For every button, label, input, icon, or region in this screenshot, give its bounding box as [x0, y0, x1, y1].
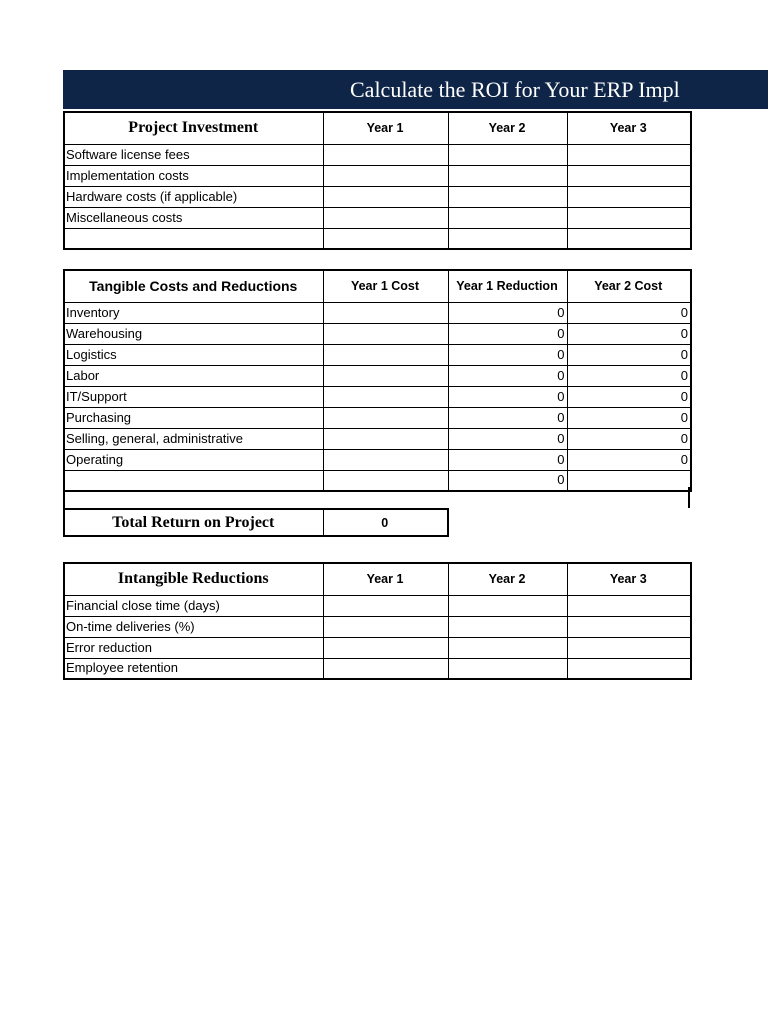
row-label: Implementation costs: [64, 165, 323, 186]
total-return-label: Total Return on Project: [64, 509, 323, 536]
input-cell[interactable]: [323, 616, 448, 637]
title-banner: [63, 70, 768, 109]
value-cell[interactable]: 0: [567, 407, 691, 428]
row-label: Financial close time (days): [64, 595, 323, 616]
row-label[interactable]: [64, 228, 323, 249]
header-cell: Year 1 Cost: [323, 270, 448, 302]
table-row: [64, 186, 691, 207]
page-title: Calculate the ROI for Your ERP Impl: [350, 77, 680, 102]
value-cell[interactable]: 0: [567, 323, 691, 344]
value-cell[interactable]: 0: [448, 344, 567, 365]
input-cell[interactable]: [567, 595, 691, 616]
input-cell[interactable]: [323, 386, 448, 407]
input-cell[interactable]: [323, 144, 448, 165]
header-cell: Year 2: [448, 563, 567, 595]
input-cell[interactable]: [323, 302, 448, 323]
row-label: Operating: [64, 449, 323, 470]
input-cell[interactable]: [567, 616, 691, 637]
table-row: [64, 165, 691, 186]
row-label: Logistics: [64, 344, 323, 365]
input-cell[interactable]: [567, 637, 691, 658]
input-cell[interactable]: [323, 207, 448, 228]
spacer-row: [63, 487, 690, 508]
input-cell[interactable]: [567, 207, 691, 228]
row-label: Warehousing: [64, 323, 323, 344]
table-row: [64, 144, 691, 165]
row-label: On-time deliveries (%): [64, 616, 323, 637]
input-cell[interactable]: [448, 144, 567, 165]
input-cell[interactable]: [323, 228, 448, 249]
input-cell[interactable]: [323, 407, 448, 428]
row-label: Error reduction: [64, 637, 323, 658]
input-cell[interactable]: [323, 449, 448, 470]
table-row: [64, 207, 691, 228]
input-cell[interactable]: [448, 616, 567, 637]
header-cell: Year 1: [323, 563, 448, 595]
input-cell[interactable]: [567, 228, 691, 249]
header-cell: Year 3: [567, 563, 691, 595]
table-row: [64, 323, 691, 344]
value-cell[interactable]: 0: [448, 365, 567, 386]
value-cell[interactable]: 0: [448, 470, 567, 491]
input-cell[interactable]: [323, 658, 448, 679]
value-cell[interactable]: 0: [567, 365, 691, 386]
value-cell[interactable]: 0: [567, 386, 691, 407]
value-cell[interactable]: 0: [567, 302, 691, 323]
header-cell: Year 2: [448, 112, 567, 144]
header-cell: Tangible Costs and Reductions: [64, 270, 323, 302]
total-return-value[interactable]: 0: [323, 509, 448, 536]
header-cell: Intangible Reductions: [64, 563, 323, 595]
input-cell[interactable]: [567, 658, 691, 679]
table-row: [64, 428, 691, 449]
input-cell[interactable]: [323, 595, 448, 616]
row-label: IT/Support: [64, 386, 323, 407]
intangible-reductions-table: [63, 562, 692, 680]
value-cell[interactable]: 0: [448, 302, 567, 323]
row-label: Labor: [64, 365, 323, 386]
input-cell[interactable]: [448, 186, 567, 207]
input-cell[interactable]: [448, 207, 567, 228]
input-cell[interactable]: [323, 165, 448, 186]
project-investment-table: [63, 111, 692, 250]
input-cell[interactable]: [323, 428, 448, 449]
row-label: Purchasing: [64, 407, 323, 428]
table-header-row: [64, 563, 691, 595]
input-cell[interactable]: [323, 637, 448, 658]
value-cell[interactable]: 0: [448, 323, 567, 344]
header-cell: Year 1: [323, 112, 448, 144]
value-cell[interactable]: 0: [448, 407, 567, 428]
table-row: [64, 407, 691, 428]
header-cell: Year 1 Reduction: [448, 270, 567, 302]
header-cell: Year 3: [567, 112, 691, 144]
table-row: [64, 637, 691, 658]
table-row: [64, 616, 691, 637]
row-label: Miscellaneous costs: [64, 207, 323, 228]
value-cell[interactable]: 0: [567, 428, 691, 449]
table-row: [64, 365, 691, 386]
row-label: Selling, general, administrative: [64, 428, 323, 449]
header-cell: Project Investment: [64, 112, 323, 144]
input-cell[interactable]: [448, 595, 567, 616]
row-label: Inventory: [64, 302, 323, 323]
value-cell[interactable]: 0: [448, 386, 567, 407]
total-return-table: [63, 508, 449, 537]
input-cell[interactable]: [448, 228, 567, 249]
input-cell[interactable]: [567, 165, 691, 186]
value-cell[interactable]: 0: [448, 428, 567, 449]
table-row: [64, 386, 691, 407]
input-cell[interactable]: [448, 637, 567, 658]
row-label: Employee retention: [64, 658, 323, 679]
input-cell[interactable]: [567, 186, 691, 207]
input-cell[interactable]: [323, 186, 448, 207]
value-cell[interactable]: 0: [567, 344, 691, 365]
input-cell[interactable]: [323, 344, 448, 365]
input-cell[interactable]: [323, 365, 448, 386]
table-row: [64, 344, 691, 365]
total-return-row: [64, 509, 448, 536]
table-header-row: [64, 270, 691, 302]
input-cell[interactable]: [567, 144, 691, 165]
input-cell[interactable]: [448, 165, 567, 186]
header-cell: Year 2 Cost: [567, 270, 691, 302]
value-cell[interactable]: 0: [567, 449, 691, 470]
table-header-row: [64, 112, 691, 144]
row-label: Software license fees: [64, 144, 323, 165]
value-cell[interactable]: 0: [448, 449, 567, 470]
tangible-costs-table: [63, 269, 692, 492]
table-row: [64, 302, 691, 323]
table-row: [64, 658, 691, 679]
row-label: Hardware costs (if applicable): [64, 186, 323, 207]
table-row: [64, 595, 691, 616]
table-row: [64, 449, 691, 470]
table-row: [64, 228, 691, 249]
input-cell[interactable]: [323, 323, 448, 344]
input-cell[interactable]: [448, 658, 567, 679]
